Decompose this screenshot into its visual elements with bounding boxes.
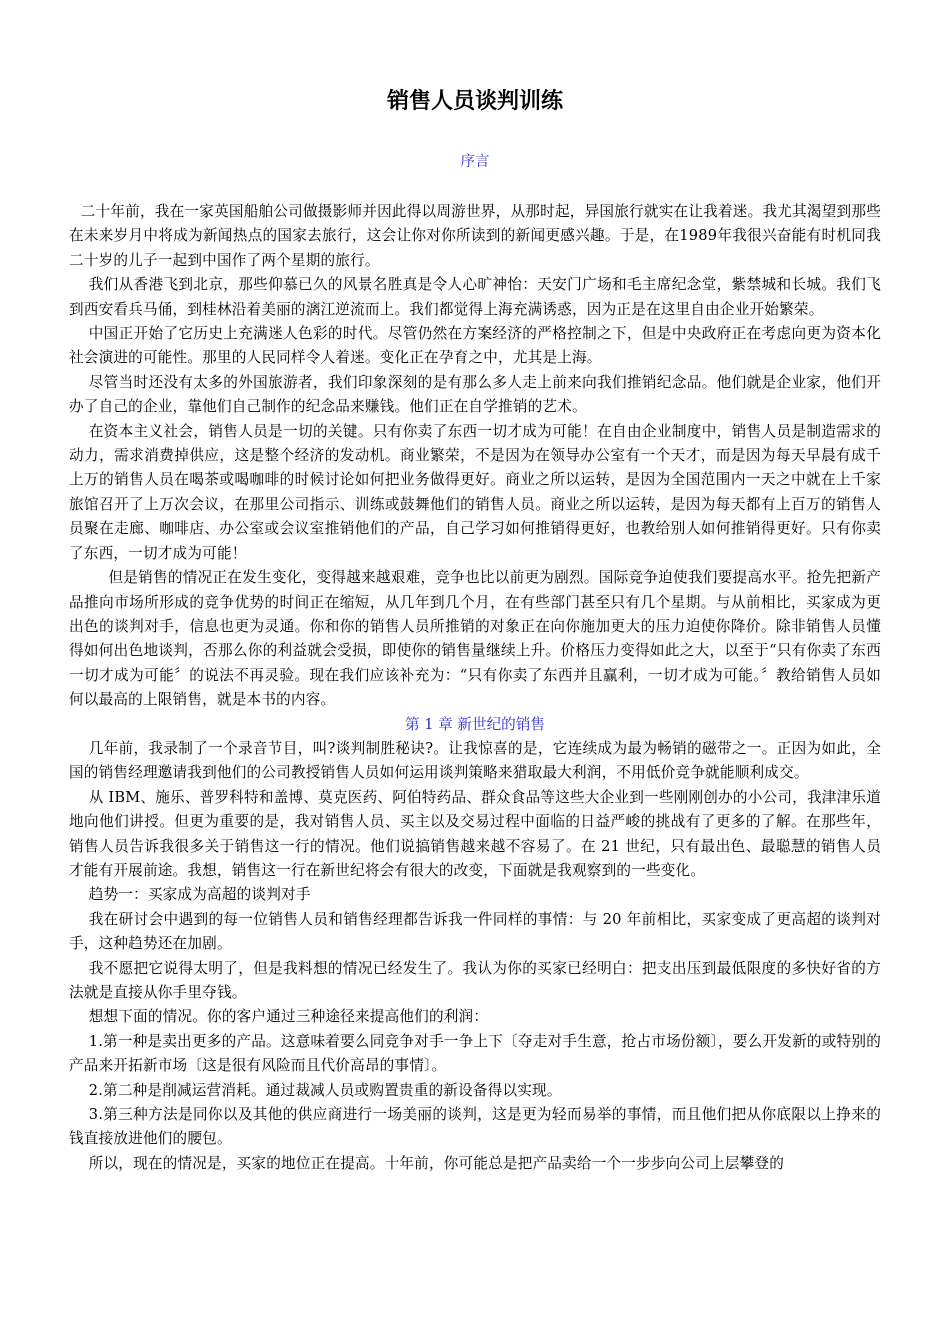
trend-heading: 趋势一：买家成为高超的谈判对手 xyxy=(88,886,311,904)
paragraph: 所以，现在的情况是，买家的地位正在提高。十年前，你可能总是把产品卖给一个一步步向公司上层攀登的 xyxy=(88,1154,785,1172)
paragraph: 想想下面的情况。你的客户通过三种途径来提高他们的利润： xyxy=(88,1008,489,1026)
chapter-heading: 第 1 章 新世纪的销售 xyxy=(405,715,545,733)
list-item: 2.第二种是削减运营消耗。通过裁减人员或购置贵重的新设备得以实现。 xyxy=(88,1081,562,1099)
paragraph: 二十年前，我在一家英国船舶公司做摄影师并因此得以周游世界，从那时起，异国旅行就实在让我着迷。我尤其渴望到那些在未来岁月中将成为新闻热点的国家去旅行，这会让你对你所读到的新闻更感兴趣。于是，在1989年我很兴奋能有时机同我二十岁的儿子一起到中国作了两个星期的旅行。 xyxy=(69,203,881,269)
document-title: 销售人员谈判训练 xyxy=(386,89,563,114)
paragraph: 中国正开始了它历史上充满迷人色彩的时代。尽管仍然在方案经济的严格控制之下，但是中央政府正在考虑向更为资本化社会演进的可能性。那里的人民同样令人着迷。变化正在孕育之中，尤其是上海。 xyxy=(69,325,881,367)
paragraph: 几年前，我录制了一个录音节目，叫?谈判制胜秘诀?。让我惊喜的是，它连续成为最为畅销的磁带之一。正因为如此，全国的销售经理邀请我到他们的公司教授销售人员如何运用谈判策略来猎取最大利润，不用低价竞争就能顺利成交。 xyxy=(69,739,881,782)
list-item: 1.第一种是卖出更多的产品。这意味着要么同竞争对手一争上下〔夺走对手生意，抢占市场份额〕，要么开发新的或特别的产品来开拓新市场〔这是很有风险而且代价高昂的事情〕。 xyxy=(69,1032,881,1075)
paragraph: 尽管当时还没有太多的外国旅游者，我们印象深刻的是有那么多人走上前来向我们推销纪念品。他们就是企业家，他们开办了自己的企业，靠他们自己制作的纪念品来赚钱。他们正在自学推销的艺术。 xyxy=(69,373,881,416)
body-text xyxy=(69,200,881,1176)
paragraph: 我不愿把它说得太明了，但是我料想的情况已经发生了。我认为你的买家已经明白：把支出压到最低限度的多快好省的方法就是直接从你手里夺钱。 xyxy=(69,959,881,1001)
paragraph: 从 IBM、施乐、普罗科特和盖博、莫克医药、阿伯特药品、群众食品等这些大企业到一些刚刚创办的小公司，我津津乐道地向他们讲授。但更为重要的是，我对销售人员、买主以及交易过程中面临的日益严峻的挑战有了更多的了解。在那些年，销售人员告诉我很多关于销售这一行的情况。他们说搞销售越来越不容易了。在 21 世纪，只有最出色、最聪慧的销售人员才能有开展前途。我想，销售这一行在新世纪将会有很大的改变，下面就是我观察到的一些变化。 xyxy=(69,788,881,879)
paragraph: 我在研讨会中遇到的每一位销售人员和销售经理都告诉我一件同样的事情：与 20 年前相比，买家变成了更高超的谈判对手，这种趋势还在加剧。 xyxy=(69,910,881,953)
paragraph: 但是销售的情况正在发生变化，变得越来越艰难，竞争也比以前更为剧烈。国际竞争迫使我们要提高水平。抢先把新产品推向市场所形成的竞争优势的时间正在缩短，从几年到几个月，在有些部门甚至只有几个星期。与从前相比，买家成为更出色的谈判对手，信息也更为灵通。你和你的销售人员所推销的对象正在向你施加更大的压力迫使你降价。除非销售人员懂得如何出色地谈判，否那么你的利益就会受损，即使你的销售量继续上升。价格压力变得如此之大，以至于“只有你卖了东西一切才成为可能〞的说法不再灵验。现在我们应该补充为：“只有你卖了东西并且赢利，一切才成为可能。〞教给销售人员如何以最高的上限销售，就是本书的内容。 xyxy=(69,569,881,709)
list-item: 3.第三种方法是同你以及其他的供应商进行一场美丽的谈判，这是更为轻而易举的事情，而且他们把从你底限以上挣来的钱直接放进他们的腰包。 xyxy=(69,1106,881,1148)
paragraph: 在资本主义社会，销售人员是一切的关键。只有你卖了东西一切才成为可能！在自由企业制度中，销售人员是制造需求的动力，需求消费掉供应，这是整个经济的发动机。商业繁荣，不是因为在领导办公室有一个天才，而是因为每天早晨有成千上万的销售人员在喝茶或喝咖啡的时候讨论如何把业务做得更好。商业之所以运转，是因为全国范围内一天之中就在上千家旅馆召开了上万次会议，在那里公司指示、训练或鼓舞他们的销售人员。商业之所以运转，是因为每天都有上百万的销售人员聚在走廊、咖啡店、办公室或会议室推销他们的产品，自己学习如何推销得更好，也教给别人如何推销得更好。只有你卖了东西，一切才成为可能！ xyxy=(69,422,881,562)
preface-heading: 序言 xyxy=(460,154,490,170)
paragraph: 我们从香港飞到北京，那些仰慕已久的风景名胜真是令人心旷神怡：天安门广场和毛主席纪念堂，紫禁城和长城。我们飞到西安看兵马俑，到桂林沿着美丽的漓江逆流而上。我们都觉得上海充满诱惑，因为正是在这里自由企业开始繁荣。 xyxy=(69,276,881,318)
